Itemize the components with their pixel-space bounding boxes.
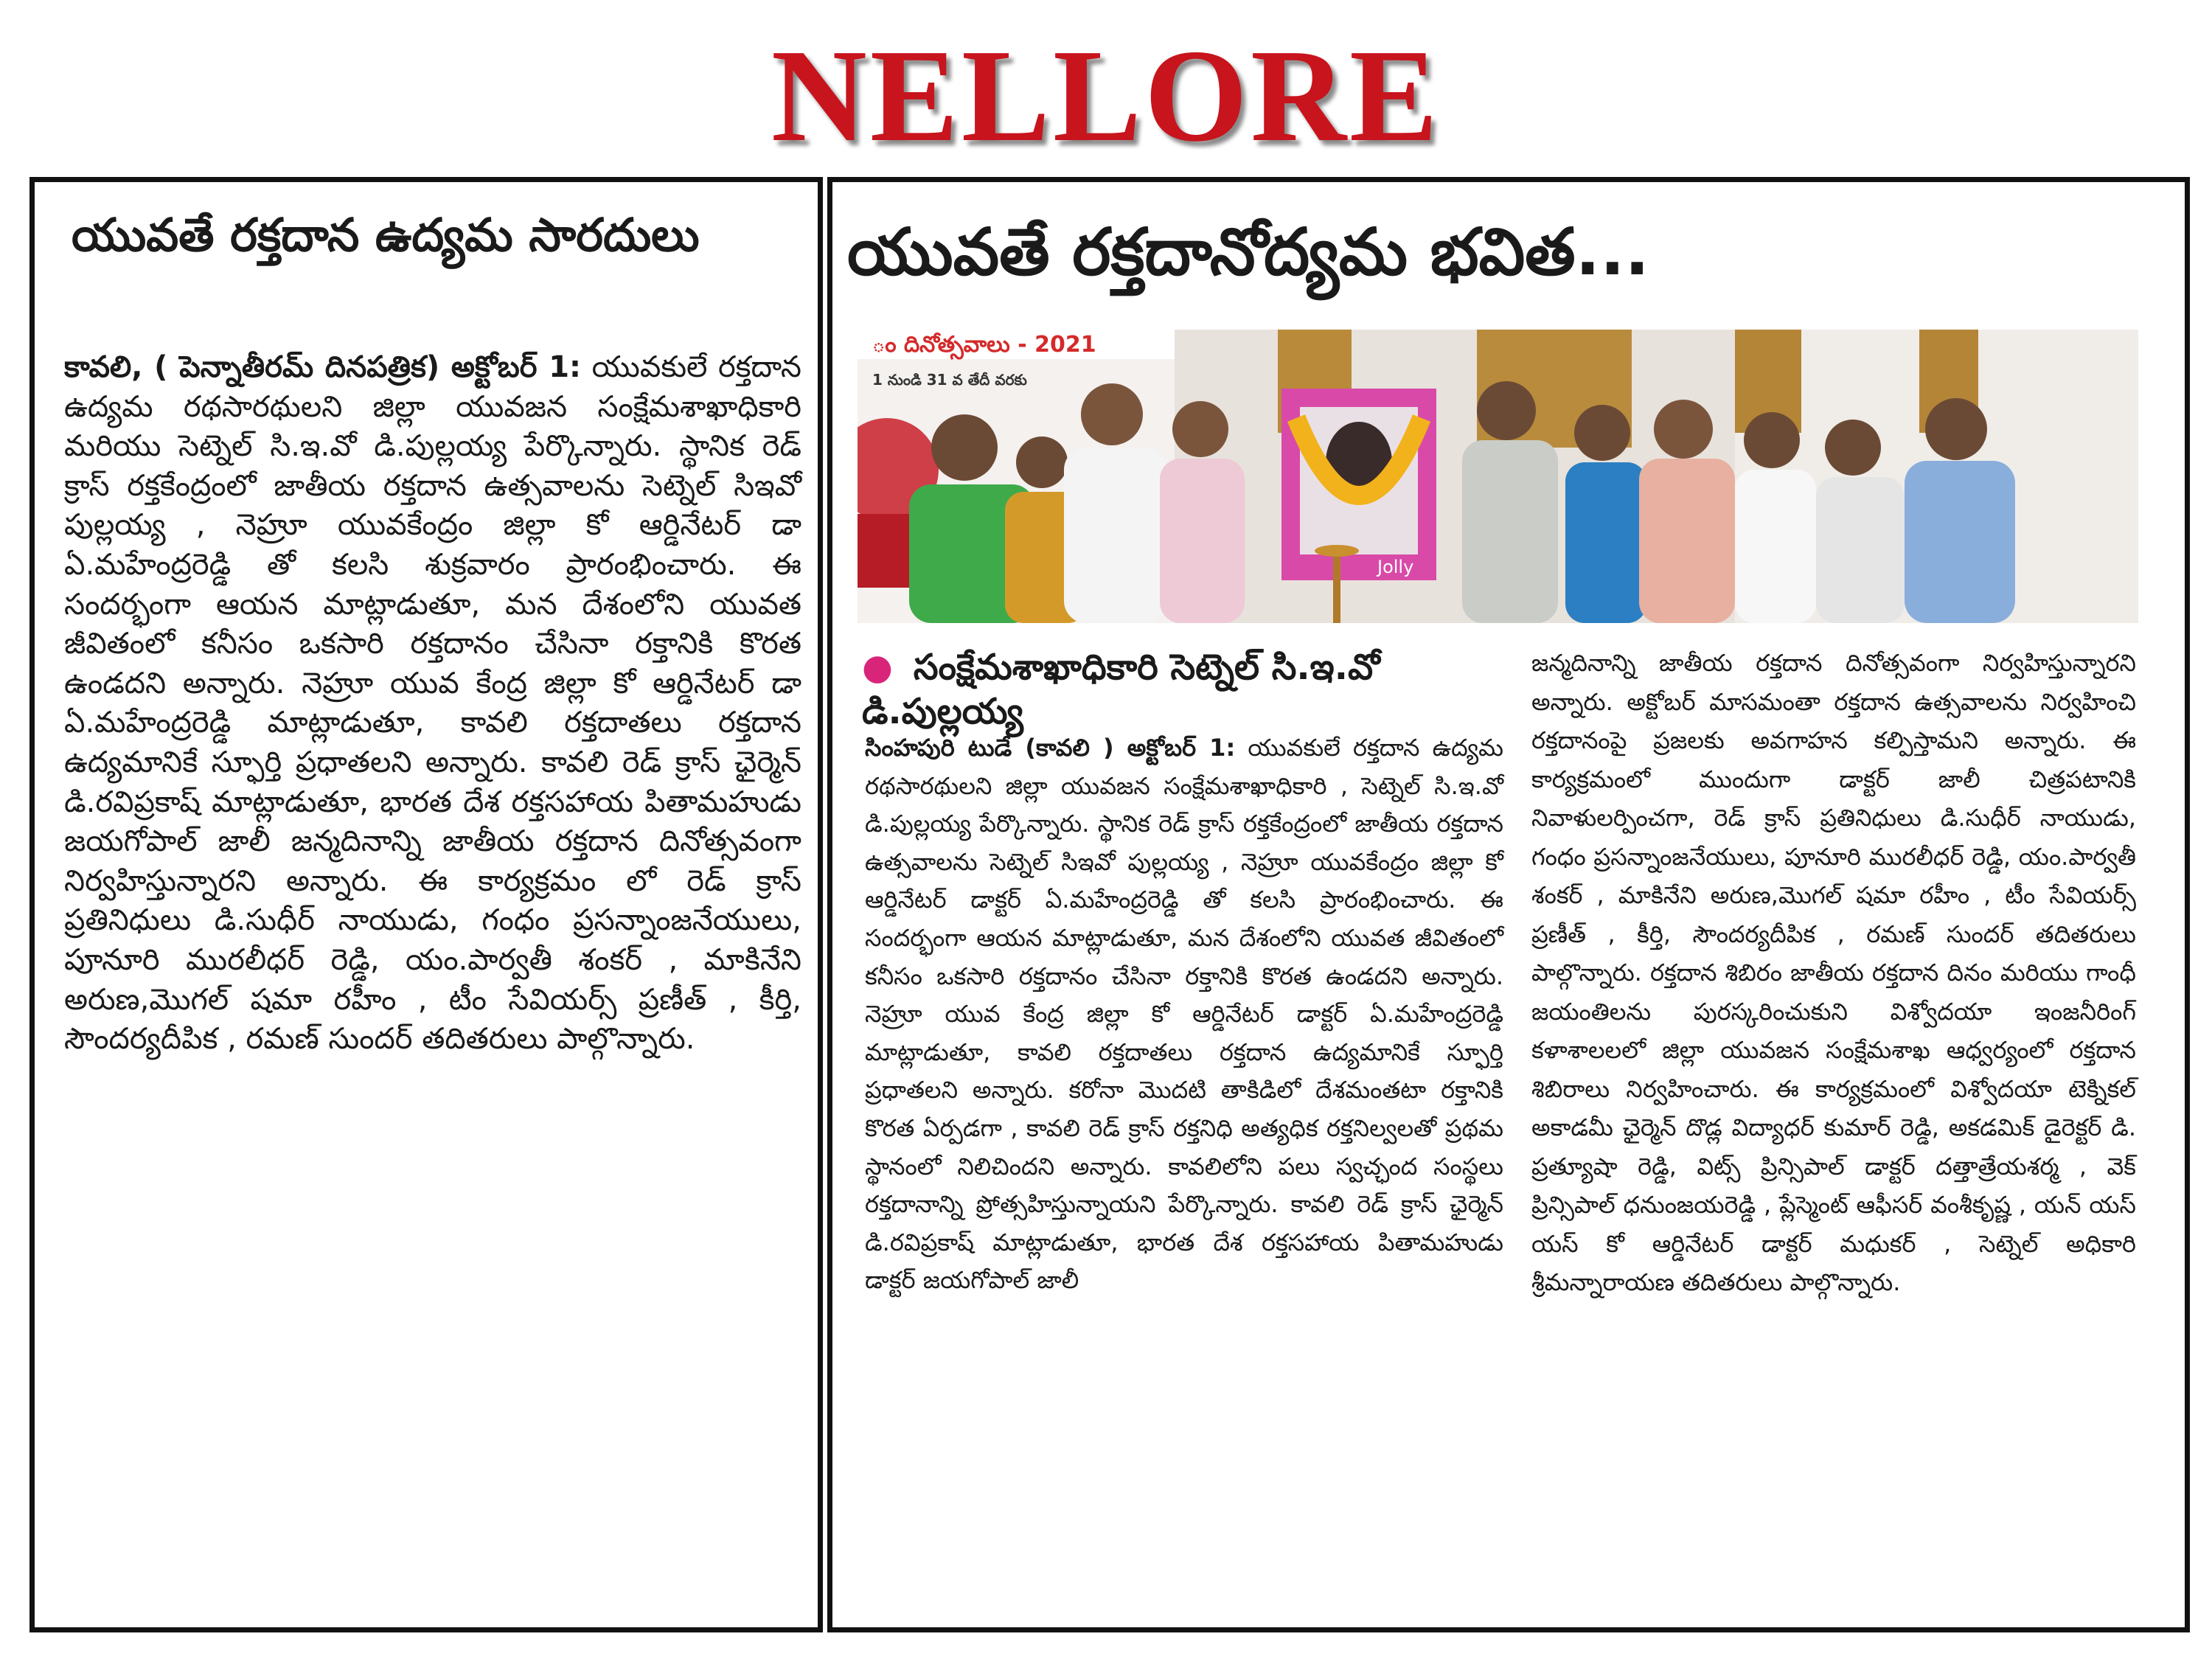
left-news-clipping <box>29 177 823 1632</box>
right-subheadline-text: సంక్షేమశాఖాధికారి సెట్నెల్ సి.ఇ.వో డి.పుల్లయ్య <box>862 647 1380 732</box>
event-photo-illustration <box>858 330 2138 623</box>
right-article-column-2: జన్మదినాన్ని జాతీయ రక్తదాన దినోత్సవంగా నిర్వహిస్తున్నారని అన్నారు. అక్టోబర్ మాసమంతా రక్తదాన ఉత్సవాలను నిర్వహించి రక్తదానంపై ప్రజలకు అవగాహన కల్పిస్తామని అన్నారు. ఈ కార్యక్రమంలో ముందుగా డాక్టర్ జాలీ చిత్రపటానికి నివాళులర్పించగా, రెడ్ క్రాస్ ప్రతినిధులు డి.సుధీర్ నాయుడు, గంధం ప్రసన్నాంజనేయులు, పూనూరి మురలీధర్ రెడ్డి, యం.పార్వతీ శంకర్ , మాకినేని అరుణ,మొగల్ షమా రహీం , టీం సేవియర్స్ ప్రణీత్ , కీర్తి, సౌందర్యదీపిక , రమణ్ సుందర్ తదితరులు పాల్గొన్నారు. రక్తదాన శిబిరం జాతీయ రక్తదాన దినం మరియు గాంధీ జయంతిలను పురస్కరించుకుని విశ్వోదయా ఇంజనీరింగ్ కళాశాలలలో జిల్లా యువజన సంక్షేమశాఖ ఆధ్వర్యంలో రక్తదాన శిబిరాలు నిర్వహించారు. ఈ కార్యక్రమంలో విశ్వోదయా టెక్నికల్ అకాడమీ ఛైర్మెన్ దొడ్ల విద్యాధర్ కుమార్ రెడ్డి, అకడమిక్ డైరెక్టర్ డి. ప్రత్యూషా రెడ్డి, విట్స్ ప్రిన్సిపాల్ డాక్టర్ దత్తాత్రేయశర్మ , వెక్ ప్రిన్సిపాల్ ధనుంజయరెడ్డి , ప్లేస్మెంట్ ఆఫీసర్ వంశీకృష్ణ , యన్ యస్ యస్ కో ఆర్డినేటర్ డాక్టర్ మధుకర్ , సెట్నెల్ అధికారి శ్రీమన్నారాయణ తదితరులు పాల్గొన్నారు. <box>1531 649 2136 1296</box>
right-column-1-text: యువకులే రక్తదాన ఉద్యమ రథసారథులని జిల్లా యువజన సంక్షేమశాఖాధికారి , సెట్నెల్ సి.ఇ.వో డి.పుల్లయ్య పేర్కొన్నారు. స్థానిక రెడ్ క్రాస్ రక్తకేంద్రంలో జాతీయ రక్తదాన ఉత్సవాలను సెట్నెల్ సిఇవో పుల్లయ్య , నెహ్రూ యువకేంద్రం జిల్లా కో ఆర్డినేటర్ డాక్టర్ ఏ.మహేంద్రరెడ్డి తో కలసి ప్రారంభించారు. ఈ సందర్భంగా ఆయన మాట్లాడుతూ, మన దేశంలోని యువత జీవితంలో కనీసం ఒకసారి రక్తదానం చేసినా రక్తానికి కొరత ఉండదని అన్నారు. నెహ్రూ యువ కేంద్ర జిల్లా కో ఆర్డినేటర్ డాక్టర్ ఏ.మహేంద్రరెడ్డి మాట్లాడుతూ, కావలి రక్తదాతలు రక్తదాన ఉద్యమానికే స్ఫూర్తి ప్రధాతలని అన్నారు. కరోనా మొదటి తాకిడిలో దేశమంతటా రక్తానికి కొరత ఏర్పడగా , కావలి రెడ్ క్రాస్ రక్తనిధి అత్యధిక రక్తనిల్వలతో ప్రథమ స్థానంలో నిలిచిందని అన్నారు. కావలిలోని పలు స్వచ్ఛంద సంస్థలు రక్తదానాన్ని ప్రోత్సహిస్తున్నాయని పేర్కొన్నారు. కావలి రెడ్ క్రాస్ ఛైర్మెన్ డి.రవిప్రకాష్ మాట్లాడుతూ, భారత దేశ రక్తసహాయ పితామహుడు డాక్టర్ జయగోపాల్ జాలీ <box>865 734 1503 1295</box>
right-article-column-1 <box>865 729 1503 1300</box>
right-headline: యువతే రక్తదానోద్యమ భవిత... <box>847 214 1649 290</box>
portrait-label: Jolly <box>1377 557 1414 577</box>
banner-title-text: ం దినోత్సవాలు - 2021 <box>872 332 1096 358</box>
left-headline: యువతే రక్తదాన ఉద్యమ సారదులు <box>72 208 700 262</box>
left-article-body <box>64 348 801 1060</box>
masthead-title: NELLORE <box>771 22 1441 169</box>
right-dateline: సింహపురి టుడే (కావలి ) అక్టోబర్ 1: <box>865 734 1236 762</box>
bullet-dot-icon: ● <box>862 647 893 688</box>
right-news-clipping <box>827 177 2190 1632</box>
left-body-text: యువకులే రక్తదాన ఉద్యమ రథసారథులని జిల్లా యువజన సంక్షేమశాఖాధికారి మరియు సెట్నెల్ సి.ఇ.వో డి.పుల్లయ్య పేర్కొన్నారు. స్థానిక రెడ్ క్రాస్ రక్తకేంద్రంలో జాతీయ రక్తదాన ఉత్సవాలను సెట్నెల్ సిఇవో పుల్లయ్య , నెహ్రూ యువకేంద్రం జిల్లా కో ఆర్డినేటర్ డా ఏ.మహేంద్రరెడ్డి తో కలసి శుక్రవారం ప్రారంభించారు. ఈ సందర్భంగా ఆయన మాట్లాడుతూ, మన దేశంలోని యువత జీవితంలో కనీసం ఒకసారి రక్తదానం చేసినా రక్తానికి కొరత ఉండదని అన్నారు. నెహ్రూ యువ కేంద్ర జిల్లా కో ఆర్డినేటర్ డా ఏ.మహేంద్రరెడ్డి మాట్లాడుతూ, కావలి రక్తదాతలు రక్తదాన ఉద్యమానికే స్ఫూర్తి ప్రధాతలని అన్నారు. కావలి రెడ్ క్రాస్ ఛైర్మెన్ డి.రవిప్రకాష్ మాట్లాడుతూ, భారత దేశ రక్తసహాయ పితామహుడు జయగోపాల్ జాలీ జన్మదినాన్ని జాతీయ రక్తదాన దినోత్సవంగా నిర్వహిస్తున్నారని అన్నారు. ఈ కార్యక్రమం లో రెడ్ క్రాస్ ప్రతినిధులు డి.సుధీర్ నాయుడు, గంధం ప్రసన్నాంజనేయులు, పూనూరి మురలీధర్ రెడ్డి, యం.పార్వతీ శంకర్ , మాకినేని అరుణ,మొగల్ షమా రహీం , టీం సేవియర్స్ ప్రణీత్ , కీర్తి, సౌందర్యదీపిక , రమణ్ సుందర్ తదితరులు పాల్గొన్నారు. <box>64 350 801 1057</box>
left-dateline: కావలి, ( పెన్నాతీరమ్ దినపత్రిక) అక్టోబర్ 1: <box>64 350 582 384</box>
right-subheadline <box>862 645 1496 734</box>
event-photo <box>858 330 2138 623</box>
banner-subtitle-text: 1 నుండి 31 వ తేదీ వరకు <box>872 371 1027 389</box>
